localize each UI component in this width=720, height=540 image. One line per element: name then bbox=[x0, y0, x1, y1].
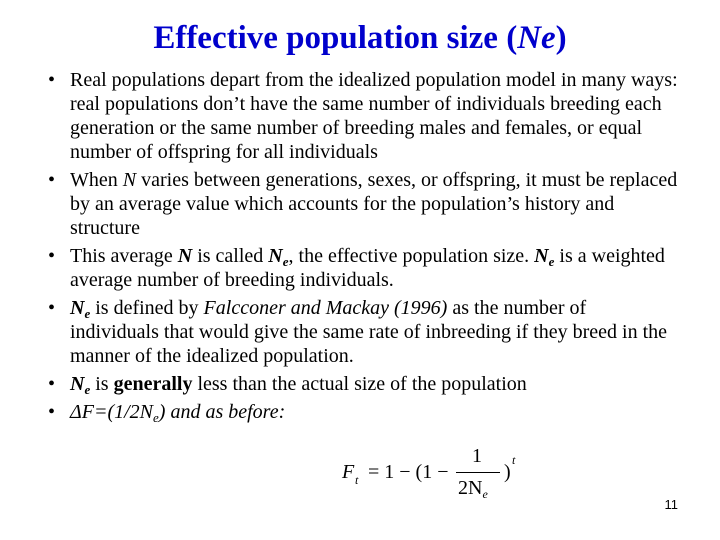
bullet-symbol-ne: N bbox=[268, 245, 283, 267]
bullet-dot: • bbox=[48, 297, 56, 319]
bullet-item bbox=[48, 68, 678, 164]
bullet-formula-text: ΔF=(1/2N bbox=[70, 401, 154, 423]
subscript-e: e bbox=[84, 382, 91, 397]
bullet-dot: • bbox=[48, 69, 56, 91]
bullet-symbol-n: N bbox=[177, 245, 193, 267]
bullet-text: Real populations depart from the idealized population model in many ways: real populations don’t have the same number of individuals breeding each generation or the same number of breeding males and females, or equal number of offspring for all individuals bbox=[70, 69, 678, 163]
formula-numerator: 1 bbox=[472, 445, 482, 467]
fraction-bar bbox=[456, 472, 500, 473]
subscript-e: e bbox=[153, 410, 159, 425]
title-close: ) bbox=[555, 20, 567, 56]
formula-den-text: 2N bbox=[458, 477, 483, 499]
bullet-item bbox=[48, 244, 678, 292]
subscript-e: e bbox=[282, 254, 289, 269]
bullet-text: varies between generations, sexes, or offspring, it must be replaced by an average value which accounts for the population’s history and structure bbox=[70, 169, 678, 239]
bullet-text: When bbox=[70, 169, 123, 191]
page-number: 11 bbox=[664, 497, 678, 512]
bullet-emphasis: generally bbox=[113, 373, 193, 395]
bullet-dot: • bbox=[48, 245, 56, 267]
formula-close: ) bbox=[504, 461, 511, 483]
formula-f: F bbox=[342, 461, 355, 483]
bullet-text: less than the actual size of the population bbox=[192, 373, 527, 395]
bullet-text: is a weighted average number of breeding individuals. bbox=[70, 245, 665, 291]
formula-sub-e: e bbox=[482, 487, 488, 501]
formula-exponent: t bbox=[512, 453, 516, 467]
bullet-text: is defined by bbox=[90, 297, 204, 319]
bullet-symbol-ne: N bbox=[70, 297, 85, 319]
title-italic: Ne bbox=[517, 20, 556, 56]
formula-sub-t: t bbox=[355, 473, 359, 487]
bullet-text: This average bbox=[70, 245, 178, 267]
bullet-text: as the number of individuals that would give the same rate of inbreeding if they breed in the manner of the idealized population. bbox=[70, 297, 668, 367]
bullet-text: is called bbox=[192, 245, 269, 267]
bullet-item bbox=[48, 400, 678, 424]
bullet-item bbox=[48, 372, 678, 396]
bullet-symbol-ne: N bbox=[70, 373, 85, 395]
bullet-dot: • bbox=[48, 169, 56, 191]
slide-title bbox=[0, 18, 720, 58]
citation: Falcconer and Mackay (1996) bbox=[203, 297, 448, 319]
subscript-e: e bbox=[84, 306, 91, 321]
subscript-e: e bbox=[548, 254, 555, 269]
bullet-formula-text: ) and as before: bbox=[158, 401, 286, 423]
bullet-item bbox=[48, 296, 678, 368]
formula-denominator bbox=[458, 477, 488, 502]
inbreeding-formula bbox=[342, 445, 542, 508]
bullet-symbol-ne: N bbox=[534, 245, 549, 267]
bullet-text: , the effective population size. bbox=[288, 245, 535, 267]
bullet-item bbox=[48, 168, 678, 240]
formula-equation: = 1 − (1 − bbox=[368, 461, 449, 483]
bullet-dot: • bbox=[48, 401, 56, 423]
bullet-dot: • bbox=[48, 373, 56, 395]
bullet-list bbox=[48, 68, 678, 428]
title-text: Effective population size ( bbox=[153, 20, 518, 56]
bullet-symbol-n: N bbox=[122, 169, 137, 191]
bullet-text: is bbox=[90, 373, 114, 395]
